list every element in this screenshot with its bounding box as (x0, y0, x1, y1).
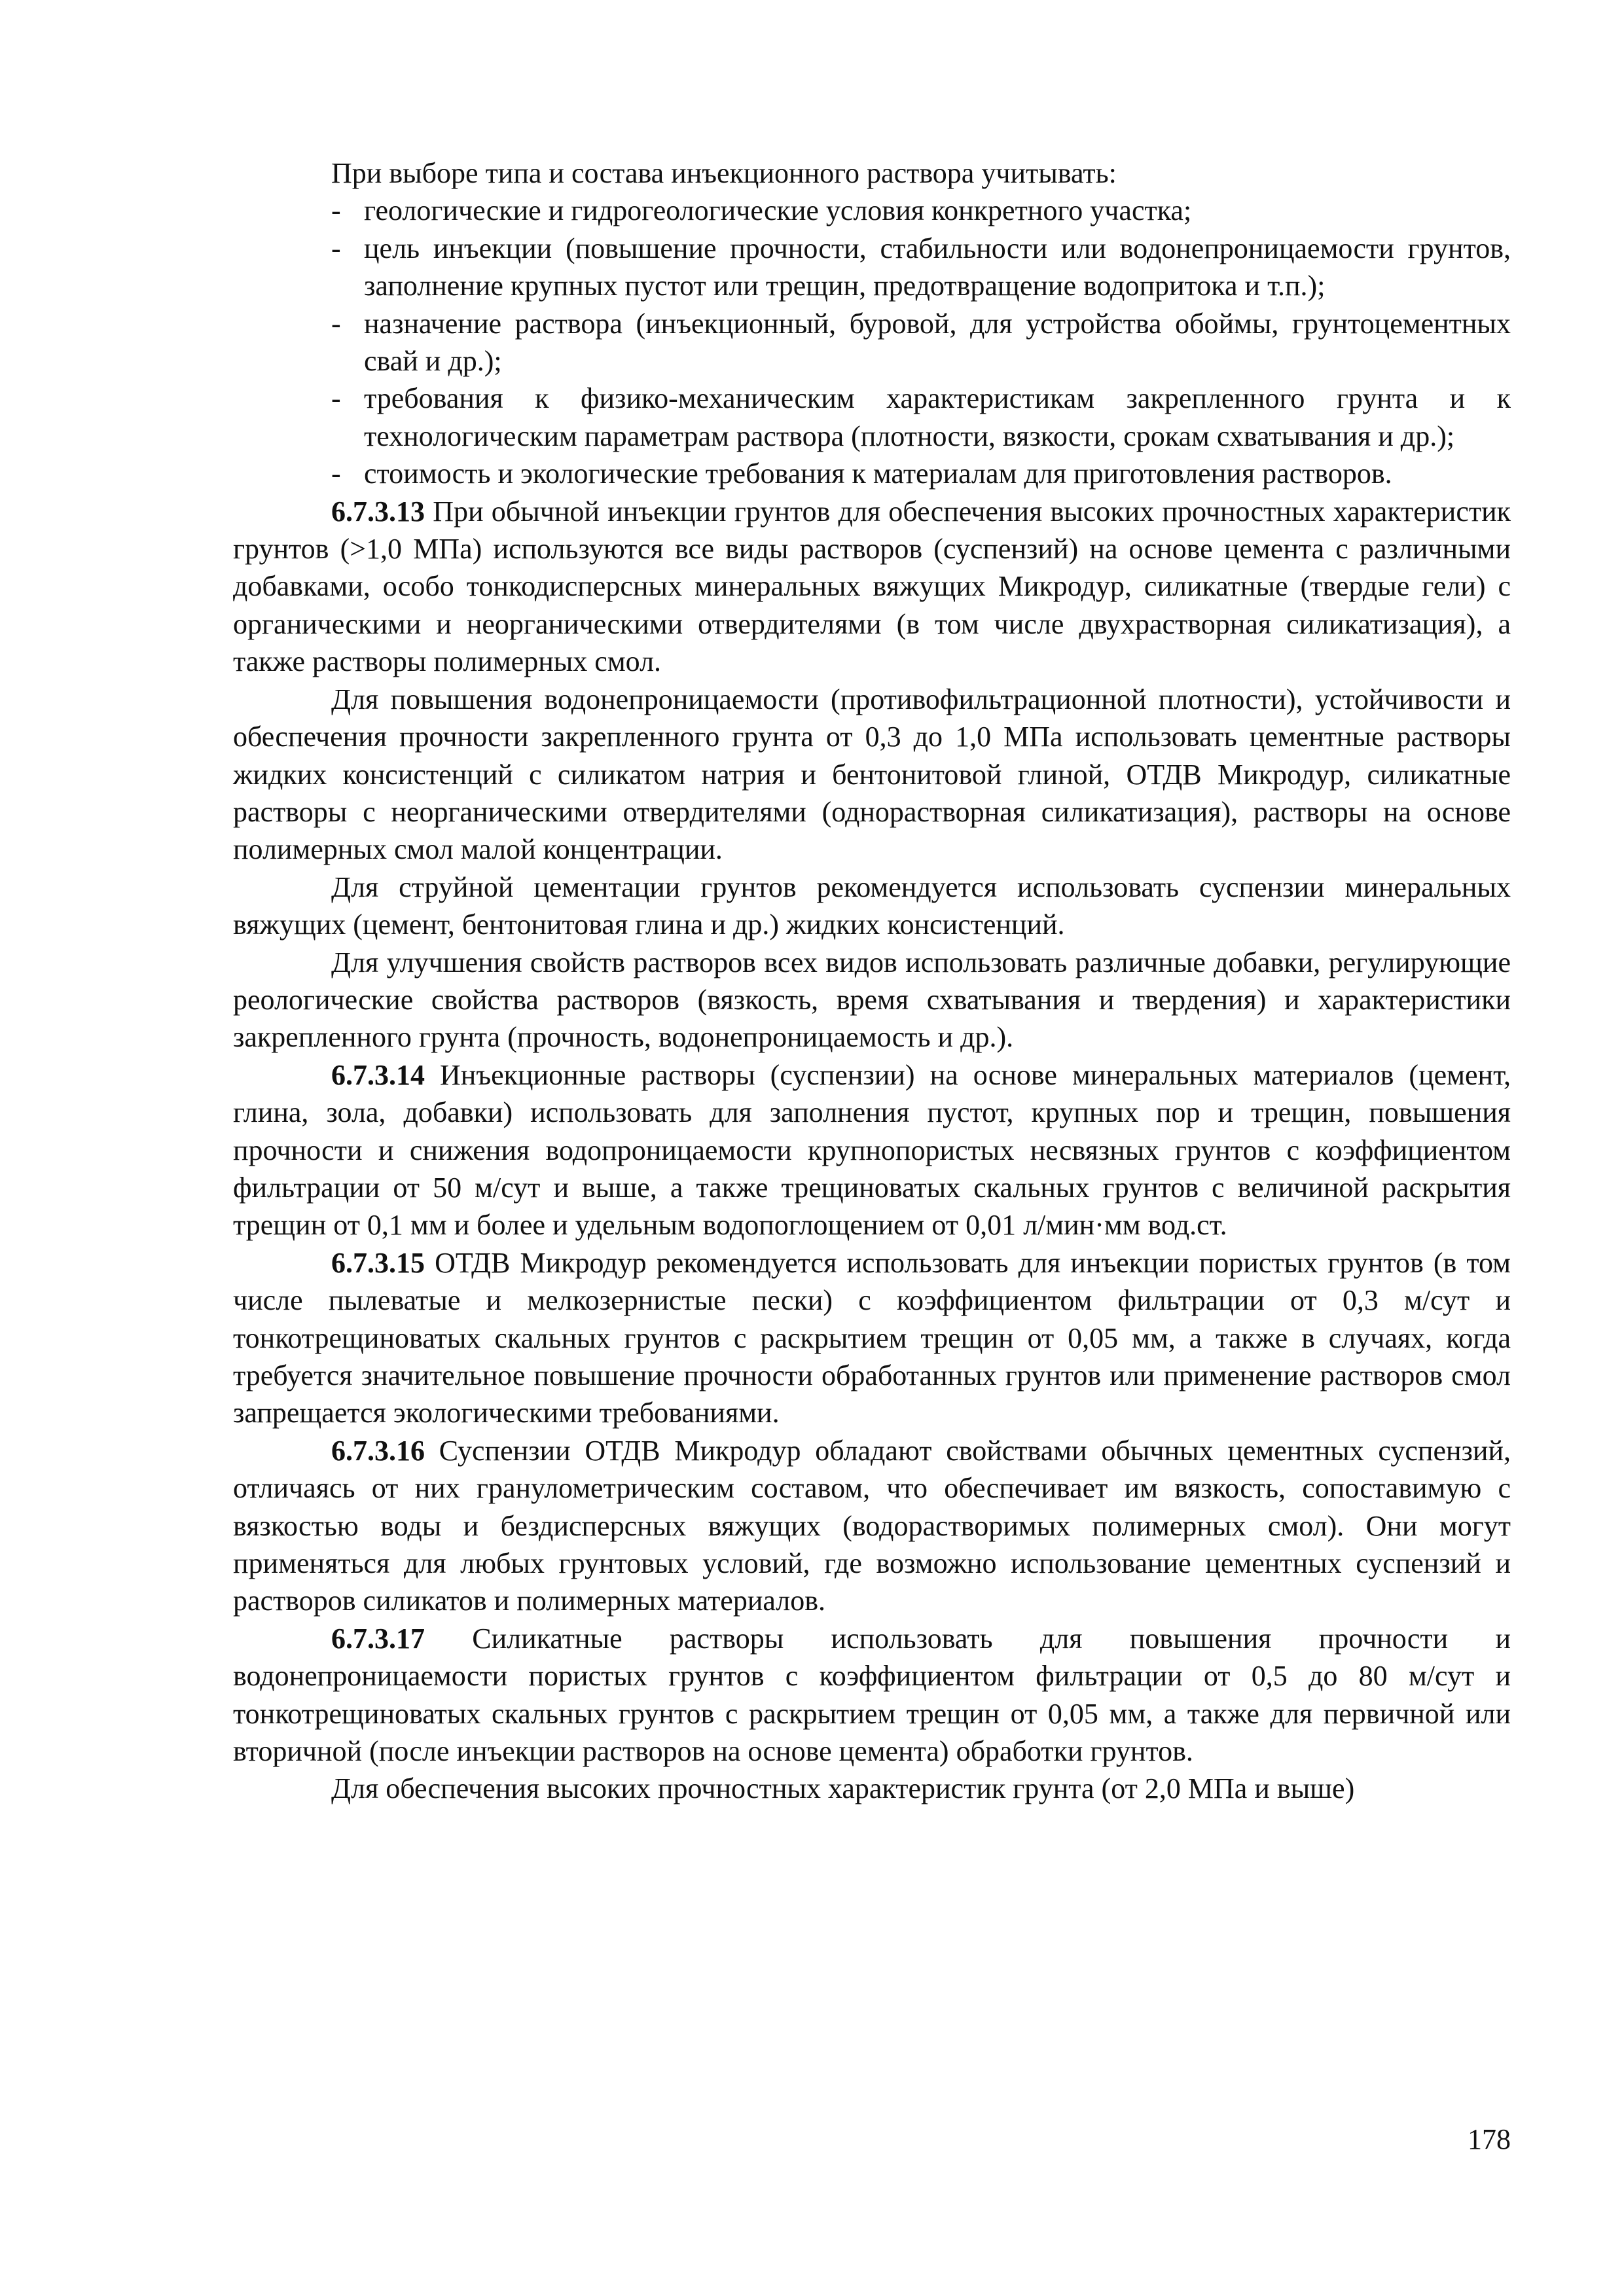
list-item (233, 230, 1511, 305)
section-6-7-3-15 (233, 1244, 1511, 1432)
list-item (233, 192, 1511, 229)
list-item-text: стоимость и экологические требования к материалам для приготовления растворов. (364, 457, 1392, 490)
intro-paragraph: При выборе типа и состава инъекционного раствора учитывать: (331, 157, 1117, 189)
paragraph-waterproofing: Для повышения водонепроницаемости (противофильтрационной плотности), устойчивости и обеспечения прочности закрепленного грунта от 0,3 до 1,0 МПа использовать цементные растворы жидких консистенций с силикатом натрия и бентонитовой глиной, ОТДВ Микродур, силикатные растворы с неорганическими отвердителями (однорастворная силикатизация), растворы на основе полимерных смол малой концентрации. (233, 683, 1511, 866)
list-item (233, 380, 1511, 455)
section-number: 6.7.3.16 (331, 1434, 425, 1467)
section-text: При обычной инъекции грунтов для обеспечения высоких прочностных характеристик грунтов (>1,0 МПа) используются все виды растворов (суспензий) на основе цемента с различными добавками, особо тонкодисперсных минеральных вяжущих Микродур, силикатные (твердые гели) с органическими и неорганическими отвердителями (в том числе двухрастворная силикатизация), а также растворы полимерных смол. (233, 495, 1511, 678)
section-text: Инъекционные растворы (суспензии) на основе минеральных материалов (цемент, глина, зола, добавки) использовать для заполнения пустот, крупных пор и трещин, повышения прочности и снижения водопроницаемости крупнопористых несвязных грунтов с коэффициентом фильтрации от 50 м/сут и выше, а также трещиноватых скальных грунтов с величиной раскрытия трещин от 0,1 мм и более и удельным водопоглощением от 0,01 л/мин·мм вод.ст. (233, 1058, 1511, 1242)
list-dash: - (331, 232, 341, 264)
list-dash: - (331, 457, 341, 490)
list-item (233, 455, 1511, 492)
section-text: Суспензии ОТДВ Микродур обладают свойствами обычных цементных суспензий, отличаясь от них гранулометрическим составом, что обеспечивает им вязкость, сопоставимую с вязкостью воды и бездисперсных вяжущих (водорастворимых полимерных смол). Они могут применяться для любых грунтовых условий, где возможно использование цементных суспензий и растворов силикатов и полимерных материалов. (233, 1434, 1511, 1617)
section-number: 6.7.3.14 (331, 1058, 425, 1091)
section-6-7-3-16 (233, 1432, 1511, 1620)
list-item-text: геологические и гидрогеологические условия конкретного участка; (364, 194, 1192, 227)
section-number: 6.7.3.13 (331, 495, 425, 528)
section-number: 6.7.3.17 (331, 1622, 425, 1655)
section-6-7-3-14 (233, 1056, 1511, 1244)
paragraph-jet-grouting: Для струйной цементации грунтов рекомендуется использовать суспензии минеральных вяжущих (цемент, бентонитовая глина и др.) жидких консистенций. (233, 870, 1511, 941)
list-item-text: цель инъекции (повышение прочности, стабильности или водонепроницаемости грунтов, заполнение крупных пустот или трещин, предотвращение водопритока и т.п.); (364, 232, 1511, 302)
list-item (233, 305, 1511, 380)
paragraph-additives: Для улучшения свойств растворов всех видов использовать различные добавки, регулирующие реологические свойства растворов (вязкость, время схватывания и твердения) и характеристики закрепленного грунта (прочность, водонепроницаемость и др.). (233, 946, 1511, 1054)
section-6-7-3-17 (233, 1620, 1511, 1770)
section-6-7-3-13 (233, 493, 1511, 681)
section-text: Силикатные растворы использовать для повышения прочности и водонепроницаемости пористых грунтов с коэффициентом фильтрации от 0,5 до 80 м/сут и тонкотрещиноватых скальных грунтов с раскрытием трещин от 0,05 мм, а также для первичной или вторичной (после инъекции растворов на основе цемента) обработки грунтов. (233, 1622, 1511, 1768)
page-number: 178 (1468, 2123, 1511, 2155)
list-dash: - (331, 194, 341, 227)
list-dash: - (331, 307, 341, 340)
page-body (233, 154, 1511, 1808)
list-dash: - (331, 382, 341, 415)
list-item-text: требования к физико-механическим характеристикам закрепленного грунта и к технологическим параметрам раствора (плотности, вязкости, срокам схватывания и др.); (364, 382, 1511, 452)
list-item-text: назначение раствора (инъекционный, буровой, для устройства обоймы, грунтоцементных свай и др.); (364, 307, 1511, 378)
paragraph-high-strength: Для обеспечения высоких прочностных характеристик грунта (от 2,0 МПа и выше) (331, 1772, 1355, 1805)
section-number: 6.7.3.15 (331, 1246, 425, 1279)
section-text: ОТДВ Микродур рекомендуется использовать для инъекции пористых грунтов (в том числе пылеватые и мелкозернистые пески) с коэффициентом фильтрации от 0,3 м/сут и тонкотрещиноватых скальных грунтов с раскрытием трещин от 0,05 мм, а также в случаях, когда требуется значительное повышение прочности обработанных грунтов или применение растворов смол запрещается экологическими требованиями. (233, 1246, 1511, 1429)
considerations-list (233, 192, 1511, 492)
